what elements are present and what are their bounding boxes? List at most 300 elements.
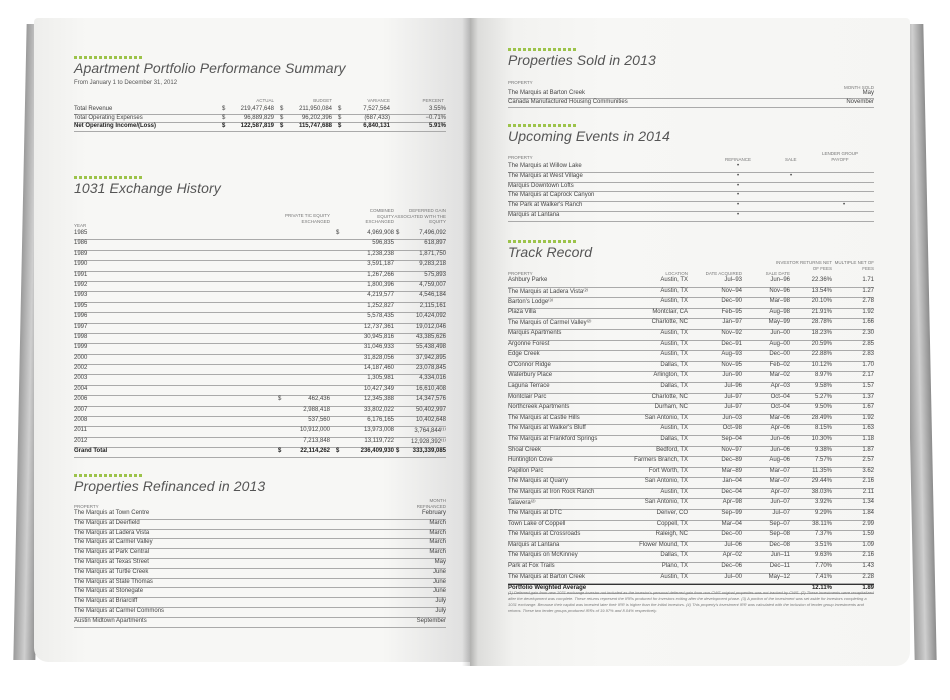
track-returns: 20.10% [811,298,832,305]
exchange-year: 1997 [74,323,88,330]
right-page [470,18,910,666]
track-sale: Apr–06 [770,425,790,432]
track-property: The Marquis at Walker's Bluff [508,425,586,432]
event-property: Marquis Downtown Lofts [508,182,574,189]
section-divider [74,56,144,59]
exchange-header-combined: COMBINED EQUITY EXCHANGED [365,208,394,224]
track-multiple: 1.18 [862,435,874,442]
perf-table [74,106,446,132]
refi-title: Properties Refinanced in 2013 [74,478,266,494]
perf-actual: 219,477,648 [240,106,274,112]
exchange-row [74,251,446,261]
track-property: The Marquis of Carmel Valley⁽²⁾ [508,320,592,327]
sold-property: Canada Manufactured Housing Communities [508,99,628,105]
track-location: Austin, TX [660,298,688,305]
track-property: Ashbury Parke [508,277,548,283]
track-acquired: Mar–04 [721,520,742,527]
refi-property: The Marquis at Park Central [74,549,150,556]
exchange-combined: 1,267,266 [367,271,394,278]
exchange-deferred: 4,759,007 [419,281,446,288]
track-acquired: Dec–89 [721,457,742,464]
exchange-combined: 4,219,577 [367,292,394,299]
track-returns: 8.15% [814,425,832,432]
currency-sign: $ [222,123,226,129]
track-location: Raleigh, NC [655,531,688,538]
track-location: Austin, TX [660,277,688,283]
exchange-year: 1996 [74,313,88,320]
track-sale: Jun–96 [770,277,790,283]
left-page [34,18,470,662]
track-multiple: 2.16 [862,552,874,559]
refi-month: July [435,598,446,605]
track-sale: Oct–04 [770,404,790,411]
event-row [508,192,874,202]
exchange-combined: 12,345,388 [363,396,394,403]
track-property: Huntington Cove [508,457,553,464]
exchange-row [74,365,446,375]
track-location: San Antonio, TX [644,414,688,421]
exchange-row [74,334,446,344]
track-row [508,468,874,479]
sold-header-property: PROPERTY [508,80,533,85]
track-sale: Jun–00 [770,329,790,336]
track-multiple: 1.92 [862,414,874,421]
track-row [508,510,874,521]
exchange-year: 2012 [74,437,88,444]
currency-sign: $ [278,396,282,403]
exchange-table [74,230,446,458]
track-row [508,542,874,553]
refi-month: September [416,617,446,624]
event-refinance-mark: • [737,202,740,209]
track-row [508,404,874,415]
track-property: Talavera⁽²⁾ [508,500,536,507]
perf-header-percent: PERCENT [422,98,444,103]
track-location: Durham, NC [654,404,688,411]
track-property: Waterbury Place [508,372,553,379]
event-property: Marquis at Lantana [508,211,560,218]
exchange-deferred: 14,347,576 [415,396,446,403]
track-header-multiple: MULTIPLE NET OF FEES [834,260,874,271]
track-multiple: 1.09 [862,541,874,548]
track-location: Austin, TX [660,340,688,347]
exchange-combined: 13,119,722 [364,437,394,444]
refi-month: June [432,568,446,575]
track-returns: 18.23% [811,329,832,336]
refi-row [74,549,446,559]
track-acquired: Jul–00 [724,573,742,580]
track-location: Dallas, TX [660,552,688,559]
track-sale: Aug–00 [769,340,790,347]
perf-actual: 122,587,819 [240,123,274,129]
track-sale: May–12 [768,573,790,580]
track-property: Marquis at Lantana [508,541,560,548]
track-acquired: Dec–90 [721,298,742,305]
perf-header-variance: VARIANCE [367,98,390,103]
track-returns: 20.59% [811,340,832,347]
track-multiple: 2.78 [862,298,874,305]
track-multiple: 1.87 [862,446,874,453]
exchange-deferred: 618,897 [424,240,446,247]
refi-property: The Marquis at Turtle Creek [74,568,149,575]
track-multiple: 1.71 [862,277,874,283]
refi-row [74,618,446,628]
refi-row [74,539,446,549]
refi-month: July [435,607,446,614]
track-acquired: Jun–90 [722,372,742,379]
track-sale: Jun–06 [770,435,790,442]
exchange-combined: 33,802,022 [363,406,394,413]
section-divider [508,124,578,127]
track-returns: 7.41% [814,573,832,580]
perf-budget: 211,950,084 [299,106,332,112]
exchange-deferred: 37,942,895 [415,354,446,361]
track-property: Laguna Terrace [508,382,550,389]
track-sale: Sep–07 [769,520,790,527]
exchange-row [74,438,446,448]
event-row [508,202,874,212]
event-sale-mark: • [790,172,793,179]
refi-table [74,510,446,628]
exchange-year: 2000 [74,354,88,361]
track-row [508,489,874,500]
track-property: The Marquis at Castle Hills [508,414,580,421]
currency-sign: $ [338,123,342,129]
refi-property: The Marquis at Deerfield [74,519,140,526]
track-property: The Marquis at Quarry [508,478,569,485]
track-acquired: Mar–89 [721,467,742,474]
track-property: Barton's Lodge⁽³⁾ [508,299,554,306]
exchange-row [74,313,446,323]
track-returns: 13.54% [811,287,832,294]
track-sale: Dec–11 [769,563,790,570]
track-header-property: PROPERTY [508,271,533,276]
track-row [508,351,874,362]
track-row [508,298,874,309]
sold-title: Properties Sold in 2013 [508,52,656,68]
exchange-title: 1031 Exchange History [74,180,221,196]
track-header-location: LOCATION [665,271,688,276]
track-acquired: Nov–97 [721,446,742,453]
exchange-combined: 12,737,361 [363,323,394,330]
exchange-year: 2004 [74,385,88,392]
exchange-header-year: YEAR [74,223,87,228]
event-row [508,212,874,222]
track-property: The Marquis on McKinney [508,552,578,559]
refi-month: June [432,578,446,585]
track-sale: May–99 [768,319,790,326]
event-row [508,173,874,183]
refi-property: The Marquis at Carmel Valley [74,539,153,546]
track-sale: Mar–07 [769,467,790,474]
track-acquired: Jan–97 [722,319,742,326]
refi-header-property: PROPERTY [74,504,99,509]
track-sale: Mar–02 [769,372,790,379]
refi-month: May [434,558,446,565]
track-property: Northcreek Apartments [508,404,570,411]
track-location: Charlotte, NC [651,393,688,400]
refi-row [74,588,446,598]
exchange-deferred: 23,078,845 [415,365,446,372]
track-row [508,574,874,585]
event-property: The Park at Walker's Ranch [508,202,583,209]
track-acquired: Jul–93 [724,277,742,283]
track-returns: 7.57% [814,457,832,464]
track-acquired: Apr–98 [722,499,742,506]
perf-variance: 7,527,564 [363,106,390,112]
track-location: Dallas, TX [660,382,688,389]
track-row [508,563,874,574]
track-row [508,499,874,510]
exchange-row [74,375,446,385]
exchange-combined: 1,238,238 [367,250,394,257]
track-acquired: Dec–91 [721,340,742,347]
events-header-sale: SALE [785,157,797,162]
perf-percent: 3.55% [428,106,446,112]
exchange-year: 2006 [74,396,88,403]
event-row [508,163,874,173]
events-title: Upcoming Events in 2014 [508,128,670,144]
track-property: The Marquis at Frankford Springs [508,435,598,442]
track-multiple: 2.83 [862,351,874,358]
exchange-deferred: 9,283,218 [419,261,446,268]
track-sale: Dec–08 [769,541,790,548]
exchange-combined: 1,252,827 [367,302,394,309]
exchange-year: 1993 [74,292,88,299]
perf-row [74,115,446,124]
track-acquired: Jul–97 [724,393,742,400]
exchange-combined: 5,578,435 [367,313,394,320]
track-returns: 11.35% [812,467,832,474]
track-sale: Sep–08 [769,531,790,538]
track-row [508,330,874,341]
exchange-tic: 7,213,848 [303,437,330,444]
event-property: The Marquis at Caprock Canyon [508,192,595,199]
perf-title: Apartment Portfolio Performance Summary [74,60,346,76]
track-sale: Aug–06 [769,457,790,464]
track-returns: 10.30% [811,435,832,442]
exchange-year: 2008 [74,417,88,424]
track-acquired: Oct–98 [722,425,742,432]
exchange-row [74,292,446,302]
exchange-header-tic: PRIVATE TIC EQUITY EXCHANGED [284,213,330,224]
track-row [508,383,874,394]
track-row [508,372,874,383]
refi-month: June [432,588,446,595]
track-multiple: 1.66 [862,319,874,326]
refi-month: March [429,519,446,526]
refi-property: The Marquis at Texas Street [74,558,149,565]
exchange-tic: 2,988,418 [303,406,330,413]
exchange-combined: 30,945,816 [363,333,394,340]
track-header-acquired: DATE ACQUIRED [705,271,742,276]
exchange-total-tic: 22,114,262 [300,448,330,455]
track-location: San Antonio, TX [644,499,688,506]
exchange-year: 1985 [74,230,88,236]
track-multiple: 1.43 [862,563,874,570]
sold-row [508,99,874,108]
track-returns: 9.38% [814,446,832,453]
exchange-total-label: Grand Total [74,448,108,455]
refi-row [74,579,446,589]
section-divider [74,474,144,477]
currency-sign: $ [222,114,226,121]
sold-property: The Marquis at Barton Creek [508,90,586,96]
track-multiple: 1.84 [862,510,874,517]
track-sale: Nov–96 [769,287,790,294]
exchange-year: 2011 [74,427,87,434]
track-sale: Aug–98 [769,308,790,315]
event-refinance-mark: • [737,172,740,179]
track-returns: 22.36% [811,277,832,283]
event-property: The Marquis at West Village [508,172,583,179]
exchange-deferred: 1,871,750 [419,250,446,257]
track-total-multiple: 1.89 [862,585,874,592]
track-multiple: 2.28 [862,573,874,580]
track-row [508,277,874,288]
track-acquired: Jun–03 [722,414,742,421]
exchange-deferred: 10,402,648 [415,417,446,424]
track-location: Austin, TX [660,573,688,580]
perf-row [74,106,446,115]
track-location: Bedford, TX [656,446,688,453]
refi-row [74,510,446,520]
track-returns: 38.11% [812,520,832,527]
perf-row-label: Net Operating Income/(Loss) [74,123,157,129]
track-multiple: 1.27 [862,287,874,294]
track-property: Town Lake of Coppell [508,520,566,527]
exchange-combined: 1,305,981 [367,375,394,382]
track-row [508,341,874,352]
track-returns: 21.91% [811,308,832,315]
exchange-year: 1986 [74,240,88,247]
track-acquired: Jul–06 [724,541,742,548]
section-divider [508,48,578,51]
refi-header-month: MONTH REFINANCED [416,498,446,509]
exchange-year: 1999 [74,344,88,351]
track-acquired: Dec–06 [721,563,742,570]
refi-row [74,598,446,608]
track-multiple: 1.57 [862,382,874,389]
sold-header-month: MONTH SOLD [843,85,874,90]
currency-sign: $ [336,448,340,455]
refi-month: February [421,510,446,516]
track-property: The Marquis at Crossroads [508,531,581,538]
track-multiple: 1.70 [862,361,874,368]
exchange-tic: 462,436 [308,396,330,403]
track-property: Park at Fox Trails [508,563,555,570]
track-footnote: (1) Deferred gain from new 1031 exchange investor not included as the investor's personal deferred gain from non-CWS original properties was not tracked by CWS. (2) These investments were recapitalized after the development was complete. These returns represent the IRRs produced for investors exiting after the development phase. (3) A portion of the investment was set aside for investors completing a 1031 exchange. Because their capital was invested later their IRR is higher than the initial investors. (4) This property's investment IRR was calculated with the inclusion of lender group investments and returns. These two lender groups produced IRRs of 19.97% and 8.04% respectively. [508,590,874,613]
event-payoff-mark: • [843,202,846,209]
exchange-row [74,344,446,354]
track-location: Farmers Branch, TX [634,457,688,464]
exchange-row [74,324,446,334]
track-sale: Mar–98 [769,298,790,305]
currency-sign: $ [222,106,226,112]
events-header-payoff: LENDER GROUP PAYOFF [821,151,858,162]
exchange-row [74,303,446,313]
refi-property: The Marquis at Carmel Commons [74,607,165,614]
exchange-row [74,261,446,271]
currency-sign: $ [280,106,284,112]
exchange-combined: 14,187,460 [363,365,394,372]
perf-percent: 5.91% [428,123,446,129]
track-row [508,415,874,426]
track-location: Flower Mound, TX [639,541,688,548]
track-row [508,478,874,489]
event-refinance-mark: • [737,211,740,218]
track-title: Track Record [508,244,593,260]
track-multiple: 3.62 [862,467,874,474]
events-table [508,163,874,222]
book-gutter-shadow [462,18,478,666]
track-multiple: 1.37 [862,393,874,400]
exchange-tic: 10,912,000 [299,427,330,434]
exchange-deferred: 50,402,997 [415,406,446,413]
refi-property: The Marquis at State Thomas [74,578,153,585]
sold-row [508,90,874,99]
exchange-deferred: 55,438,498 [415,344,446,351]
perf-budget: 115,747,688 [298,123,332,129]
exchange-row [74,386,446,396]
refi-row [74,569,446,579]
perf-variance: 6,840,131 [363,123,390,129]
exchange-row [74,272,446,282]
track-sale: Dec–00 [769,351,790,358]
track-property: Montclair Parc [508,393,547,400]
track-acquired: Nov–92 [721,329,742,336]
track-location: Austin, TX [660,425,688,432]
track-returns: 8.97% [814,372,832,379]
track-sale: Apr–03 [770,382,790,389]
track-location: Charlotte, NC [651,319,688,326]
track-row [508,447,874,458]
event-refinance-mark: • [737,192,740,199]
track-acquired: Jul–96 [724,382,742,389]
track-sale: Feb–02 [769,361,790,368]
exchange-row [74,282,446,292]
exchange-year: 2002 [74,365,88,372]
exchange-combined: 4,969,908 [367,230,394,236]
exchange-combined: 596,835 [372,240,394,247]
track-acquired: Aug–93 [721,351,742,358]
event-refinance-mark: • [737,182,740,189]
exchange-deferred: 2,115,161 [419,302,446,309]
refi-month: March [429,529,446,536]
refi-row [74,520,446,530]
track-location: Austin, TX [660,329,688,336]
currency-sign: $ [280,123,284,129]
exchange-total-row [74,448,446,458]
exchange-total-combined: 236,409,930 [360,448,394,455]
track-multiple: 2.57 [862,457,874,464]
exchange-combined: 31,046,933 [363,344,394,351]
track-row [508,531,874,542]
refi-property: The Marquis at Briarcliff [74,598,138,605]
exchange-total-deferred: 333,339,085 [412,448,446,455]
track-returns: 9.63% [814,552,832,559]
exchange-year: 1992 [74,281,88,288]
track-property: The Marquis at DTC [508,510,563,517]
track-row [508,457,874,468]
perf-budget: 96,202,396 [301,114,332,121]
exchange-deferred: 575,893 [424,271,446,278]
refi-month: March [429,539,446,546]
track-location: San Antonio, TX [644,478,688,485]
track-returns: 9.29% [814,510,832,517]
perf-actual: 96,889,829 [243,114,274,121]
exchange-row [74,355,446,365]
